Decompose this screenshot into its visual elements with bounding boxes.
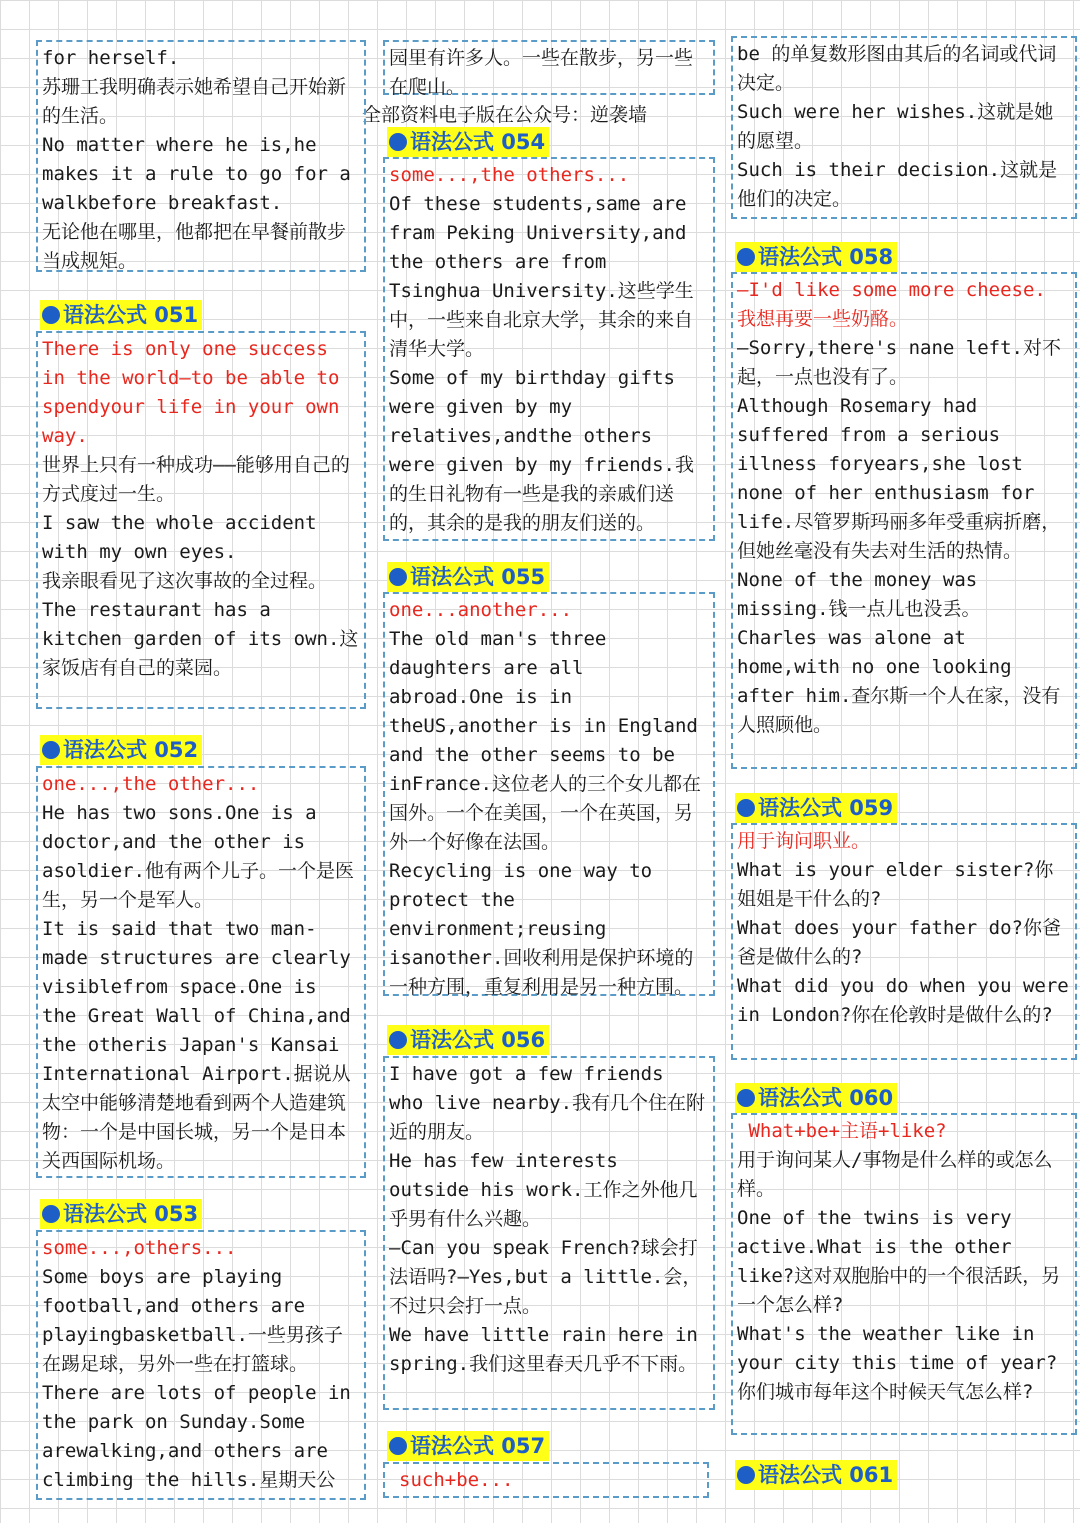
formula-text: What+be+主语+like?	[737, 1120, 947, 1142]
note-line: 园里有许多人。一些在散步，另一些在爬山。	[389, 47, 694, 98]
section-title: 语法公式 052	[63, 738, 199, 762]
note-line: Such is their decision.这就是他们的决定。	[737, 159, 1058, 210]
example-line: Some of my birthday gifts were given by my relatives,andthe others were given by my friends.我的生日礼物有一些是我的亲戚们送的，其余的是我的朋友们送的。	[389, 367, 694, 534]
section-title: 语法公式 058	[758, 245, 894, 269]
section-heading-052	[40, 735, 202, 765]
example-line: —Sorry,there's nane left.对不起，一点也没有了。	[737, 337, 1061, 388]
section-title: 语法公式 051	[63, 303, 199, 327]
note-box	[731, 36, 1077, 219]
blue-dot-icon	[389, 133, 407, 151]
blue-dot-icon	[737, 1466, 755, 1484]
notice-text: 全部资料电子版在公众号：逆袭墙	[362, 104, 648, 126]
formula-text: —I'd like some more cheese.	[737, 279, 1046, 301]
note-line: for herself.	[42, 47, 180, 69]
example-line: I have got a few friends who live nearby.我有几个住在附近的朋友。	[389, 1063, 706, 1143]
example-line: The restaurant has a kitchen garden of its own.这家饭店有自己的菜园。	[42, 599, 359, 679]
example-line: What is your elder sister?你姐姐是干什么的?	[737, 859, 1054, 910]
example-line: What does your father do?你爸爸是做什么的?	[737, 917, 1061, 968]
formula-text: 用于询问职业。	[737, 830, 871, 852]
section-box-052	[36, 766, 366, 1178]
section-box-051	[36, 331, 366, 709]
example-line: Of these students,same are fram Peking University,and the others are from Tsinghua University.这些学生中，一些来自北京大学，其余的来自清华大学。	[389, 193, 698, 360]
example-line: None of the money was missing.钱一点儿也没丢。	[737, 569, 989, 620]
formula-text: one...,the other...	[42, 773, 260, 795]
example-line: There are lots of people in the park on Sunday.Some arewalking,and others are climbing the hills.星期天公	[42, 1382, 363, 1491]
section-box-059	[731, 823, 1080, 1060]
example-line: Recycling is one way to protect the environment;reusing isanother.回收利用是保护环境的一种方围，重复利用是另一种方围。	[389, 860, 694, 998]
example-line: Although Rosemary had suffered from a serious illness foryears,she lost none of her enthusiasm for life.尽管罗斯玛丽多年受重病折磨，但她丝毫没有失去对生活的热情。	[737, 395, 1061, 562]
section-box-055	[383, 592, 715, 996]
blue-dot-icon	[389, 568, 407, 586]
example-line: What's the weather like in your city this time of year?你们城市每年这个时候天气怎么样?	[737, 1323, 1058, 1403]
section-box-058	[731, 272, 1077, 769]
example-line: 用于询问某人/事物是什么样的或怎么样。	[737, 1149, 1053, 1200]
section-title: 语法公式 054	[410, 130, 546, 154]
formula-text: such+be...	[399, 1469, 514, 1491]
formula-text: one...another...	[389, 599, 573, 621]
example-line: It is said that two man-made structures are clearly visiblefrom space.One is the Great Wall of China,and the otheris Japan's Kansai International Airport.据说从太空中能够清楚地看到两个人造建筑物：一个是中国长城，另一个是日本关西国际机场。	[42, 918, 363, 1172]
section-heading-059	[735, 793, 897, 823]
section-title: 语法公式 061	[758, 1463, 894, 1487]
section-box-057	[383, 1462, 709, 1498]
example-line: He has few interests outside his work.工作之外他几乎男有什么兴趣。	[389, 1150, 698, 1230]
blue-dot-icon	[389, 1437, 407, 1455]
example-line: The old man's three daughters are all abroad.One is in theUS,another is in England and the other seems to be inFrance.这位老人的三个女儿都在国外。一个在美国，一个在英国，另外一个好像在法国。	[389, 628, 710, 853]
example-line: Charles was alone at home,with no one looking after him.查尔斯一个人在家，没有人照顾他。	[737, 627, 1061, 736]
example-line: —Can you speak French?球会打法语吗?—Yes,but a little.会，不过只会打一点。	[389, 1237, 702, 1317]
blue-dot-icon	[42, 306, 60, 324]
example-line: 我亲眼看见了这次事故的全过程。	[42, 570, 328, 592]
section-box-053	[36, 1230, 366, 1500]
note-line: be 的单复数形图由其后的名词或代词决定。	[737, 43, 1057, 94]
section-heading-053	[40, 1199, 202, 1229]
section-box-060	[731, 1113, 1077, 1435]
formula-text: some...,the others...	[389, 164, 630, 186]
blue-dot-icon	[737, 799, 755, 817]
note-box	[36, 40, 366, 272]
section-heading-057	[387, 1431, 549, 1461]
note-line: Such were her wishes.这就是她的愿望。	[737, 101, 1054, 152]
blue-dot-icon	[737, 248, 755, 266]
example-line: We have little rain here in spring.我们这里春天几乎不下雨。	[389, 1324, 710, 1375]
section-title: 语法公式 057	[410, 1434, 546, 1458]
section-heading-056	[387, 1025, 549, 1055]
section-heading-058	[735, 242, 897, 272]
blue-dot-icon	[42, 741, 60, 759]
section-title: 语法公式 055	[410, 565, 546, 589]
note-line: No matter where he is,he makes it a rule to go for a walkbefore breakfast.	[42, 134, 363, 214]
blue-dot-icon	[389, 1031, 407, 1049]
example-line: He has two sons.One is a doctor,and the other is asoldier.他有两个儿子。一个是医生，另一个是军人。	[42, 802, 354, 911]
section-title: 语法公式 060	[758, 1086, 894, 1110]
section-box-056	[383, 1056, 715, 1410]
section-title: 语法公式 056	[410, 1028, 546, 1052]
example-line: One of the twins is very active.What is the other like?这对双胞胎中的一个很活跃，另一个怎么样?	[737, 1207, 1061, 1316]
example-line: 世界上只有一种成功——能够用自己的方式度过一生。	[42, 454, 350, 505]
example-line: Some boys are playing football,and others are playingbasketball.一些男孩子在踢足球，另外一些在打篮球。	[42, 1266, 343, 1375]
note-line: 无论他在哪里，他都把在早餐前散步当成规矩。	[42, 221, 347, 272]
note-box	[383, 40, 715, 98]
blue-dot-icon	[42, 1205, 60, 1223]
example-line: What did you do when you were in London?你在伦敦时是做什么的?	[737, 975, 1080, 1026]
example-line: I saw the whole accident with my own eyes.	[42, 512, 328, 563]
section-heading-061	[735, 1460, 897, 1490]
section-title: 语法公式 053	[63, 1202, 199, 1226]
blue-dot-icon	[737, 1089, 755, 1107]
section-heading-060	[735, 1083, 897, 1113]
section-box-054	[383, 157, 715, 541]
formula-translation: 我想再要一些奶酪。	[737, 308, 909, 330]
section-title: 语法公式 059	[758, 796, 894, 820]
formula-text: some...,others...	[42, 1237, 237, 1259]
note-line: 苏珊工我明确表示她希望自己开始新的生活。	[42, 76, 347, 127]
section-heading-055	[387, 562, 549, 592]
section-heading-051	[40, 300, 202, 330]
section-heading-054	[387, 127, 549, 157]
formula-text: There is only one success in the world—to be able to spendyour life in your own way.	[42, 338, 351, 447]
